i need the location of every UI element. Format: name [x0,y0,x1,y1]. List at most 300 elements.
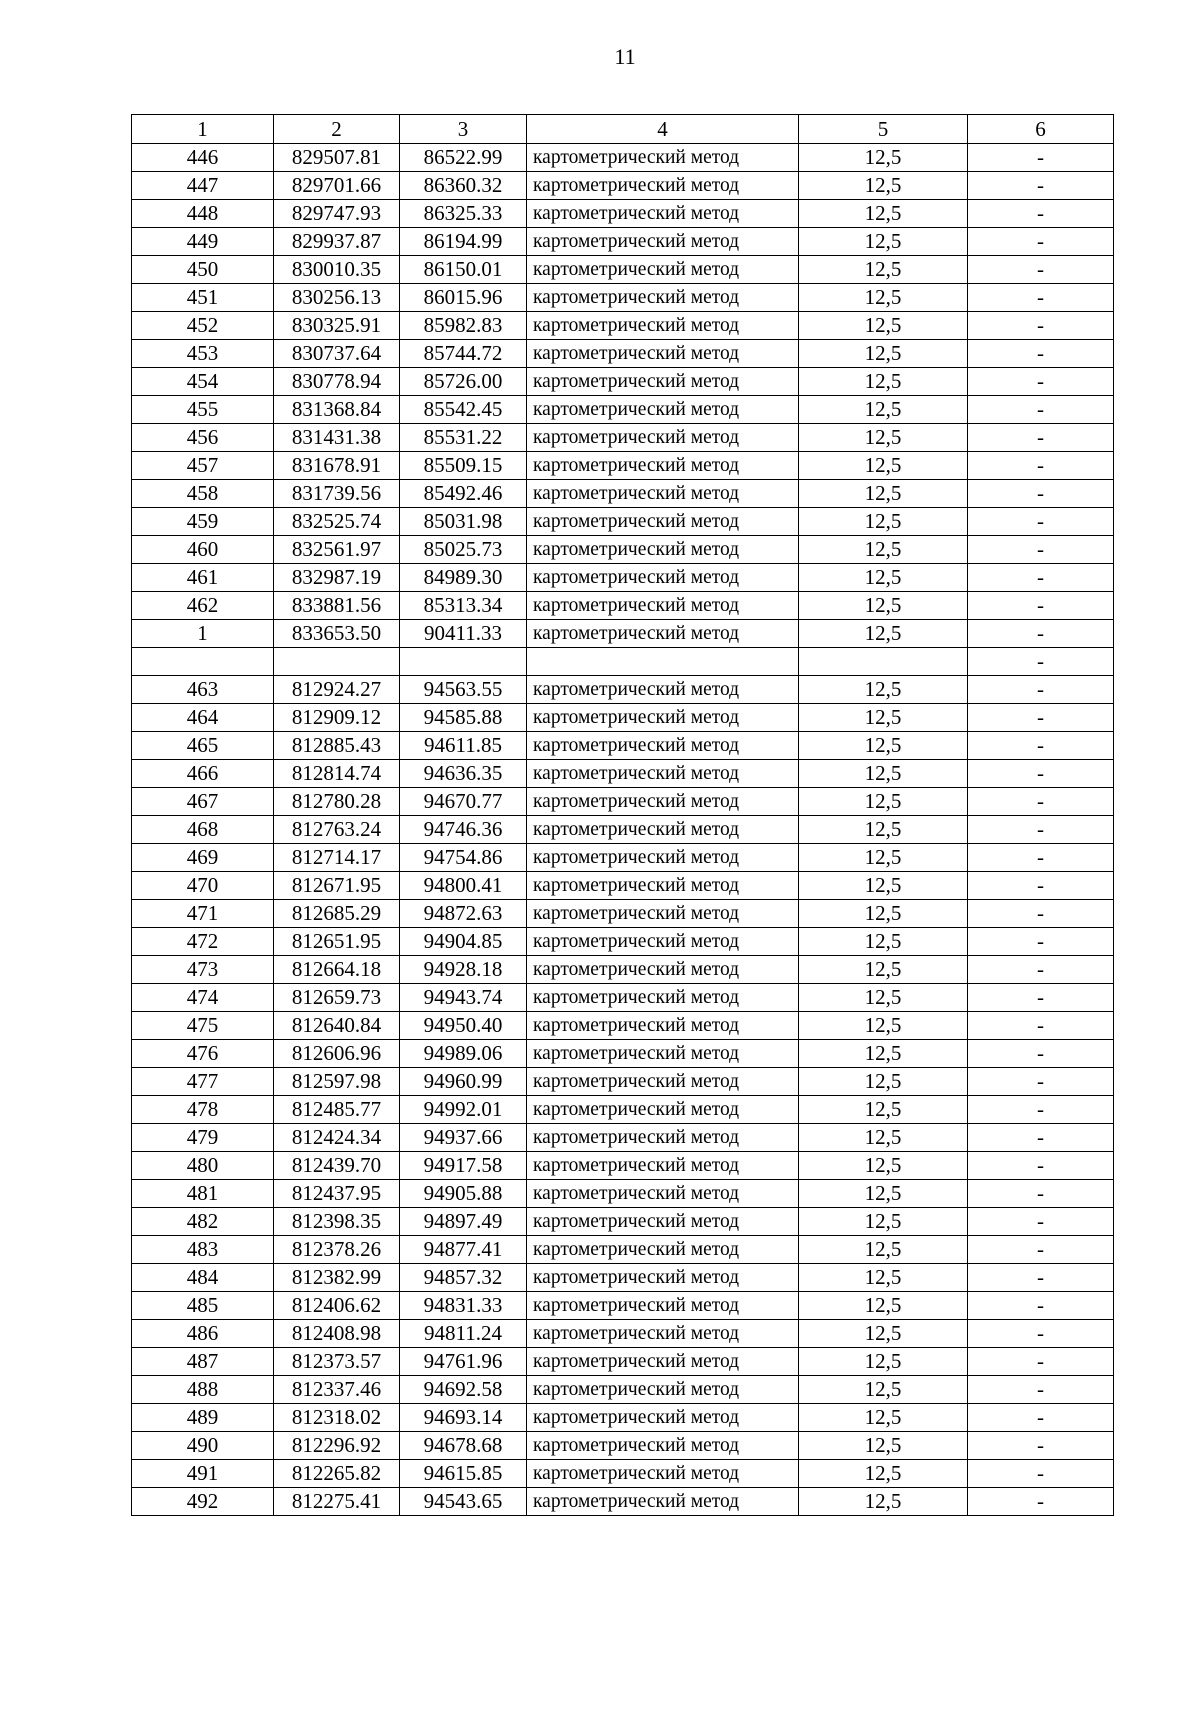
y-coordinate-cell: 85982.83 [400,312,527,340]
method-cell: картометрический метод [527,984,799,1012]
note-cell: - [968,1040,1114,1068]
x-coordinate-cell: 812924.27 [274,676,400,704]
y-coordinate-cell: 86522.99 [400,144,527,172]
point-number-cell: 455 [132,396,274,424]
y-coordinate-cell: 94678.68 [400,1432,527,1460]
x-coordinate-cell: 832987.19 [274,564,400,592]
table-row [132,760,1114,788]
accuracy-cell: 12,5 [799,1208,968,1236]
y-coordinate-cell: 94877.41 [400,1236,527,1264]
method-cell: картометрический метод [527,368,799,396]
method-cell: картометрический метод [527,396,799,424]
table-row [132,1376,1114,1404]
table-row [132,704,1114,732]
table-row [132,676,1114,704]
accuracy-cell: 12,5 [799,1152,968,1180]
accuracy-cell: 12,5 [799,956,968,984]
method-cell [527,648,799,676]
method-cell: картометрический метод [527,424,799,452]
accuracy-cell: 12,5 [799,732,968,760]
y-coordinate-cell: 85542.45 [400,396,527,424]
x-coordinate-cell: 812909.12 [274,704,400,732]
note-cell: - [968,1432,1114,1460]
method-cell: картометрический метод [527,508,799,536]
x-coordinate-cell: 812651.95 [274,928,400,956]
x-coordinate-cell: 812318.02 [274,1404,400,1432]
accuracy-cell: 12,5 [799,424,968,452]
point-number-cell: 458 [132,480,274,508]
note-cell: - [968,424,1114,452]
x-coordinate-cell: 833653.50 [274,620,400,648]
note-cell: - [968,452,1114,480]
y-coordinate-cell: 94692.58 [400,1376,527,1404]
table-row [132,1012,1114,1040]
x-coordinate-cell: 812640.84 [274,1012,400,1040]
method-cell: картометрический метод [527,1236,799,1264]
y-coordinate-cell: 94543.65 [400,1488,527,1516]
method-cell: картометрический метод [527,816,799,844]
y-coordinate-cell: 85313.34 [400,592,527,620]
accuracy-cell [799,648,968,676]
accuracy-cell: 12,5 [799,452,968,480]
table-row [132,396,1114,424]
y-coordinate-cell: 84989.30 [400,564,527,592]
table-row [132,1264,1114,1292]
x-coordinate-cell: 812296.92 [274,1432,400,1460]
note-cell: - [968,1320,1114,1348]
method-cell: картометрический метод [527,1376,799,1404]
table-row [132,200,1114,228]
note-cell: - [968,788,1114,816]
accuracy-cell: 12,5 [799,1432,968,1460]
x-coordinate-cell: 829937.87 [274,228,400,256]
point-number-cell: 476 [132,1040,274,1068]
method-cell: картометрический метод [527,1460,799,1488]
point-number-cell: 477 [132,1068,274,1096]
note-cell: - [968,256,1114,284]
table-row [132,1180,1114,1208]
x-coordinate-cell: 829507.81 [274,144,400,172]
table-row [132,900,1114,928]
header-cell: 2 [274,115,400,144]
accuracy-cell: 12,5 [799,200,968,228]
y-coordinate-cell: 94943.74 [400,984,527,1012]
method-cell: картометрический метод [527,592,799,620]
x-coordinate-cell: 833881.56 [274,592,400,620]
table-body [132,144,1114,1516]
point-number-cell: 451 [132,284,274,312]
table-row [132,368,1114,396]
note-cell: - [968,368,1114,396]
x-coordinate-cell: 830778.94 [274,368,400,396]
x-coordinate-cell: 812378.26 [274,1236,400,1264]
note-cell: - [968,648,1114,676]
point-number-cell: 468 [132,816,274,844]
y-coordinate-cell: 94917.58 [400,1152,527,1180]
x-coordinate-cell: 812398.35 [274,1208,400,1236]
point-number-cell: 469 [132,844,274,872]
point-number-cell: 492 [132,1488,274,1516]
method-cell: картометрический метод [527,620,799,648]
x-coordinate-cell: 830256.13 [274,284,400,312]
note-cell: - [968,340,1114,368]
x-coordinate-cell: 812437.95 [274,1180,400,1208]
table-row [132,1432,1114,1460]
y-coordinate-cell: 94928.18 [400,956,527,984]
header-cell: 5 [799,115,968,144]
table-row [132,732,1114,760]
x-coordinate-cell: 812714.17 [274,844,400,872]
x-coordinate-cell: 831368.84 [274,396,400,424]
y-coordinate-cell: 85025.73 [400,536,527,564]
table-row [132,1208,1114,1236]
note-cell: - [968,1348,1114,1376]
table-row [132,984,1114,1012]
method-cell: картометрический метод [527,480,799,508]
accuracy-cell: 12,5 [799,536,968,564]
point-number-cell: 489 [132,1404,274,1432]
x-coordinate-cell: 829701.66 [274,172,400,200]
accuracy-cell: 12,5 [799,340,968,368]
table-row [132,284,1114,312]
point-number-cell: 449 [132,228,274,256]
point-number-cell: 485 [132,1292,274,1320]
note-cell: - [968,396,1114,424]
point-number-cell: 457 [132,452,274,480]
table-row [132,172,1114,200]
accuracy-cell: 12,5 [799,256,968,284]
point-number-cell [132,648,274,676]
x-coordinate-cell: 832525.74 [274,508,400,536]
method-cell: картометрический метод [527,312,799,340]
accuracy-cell: 12,5 [799,1236,968,1264]
method-cell: картометрический метод [527,956,799,984]
header-cell: 4 [527,115,799,144]
x-coordinate-cell: 831431.38 [274,424,400,452]
method-cell: картометрический метод [527,200,799,228]
point-number-cell: 466 [132,760,274,788]
table-row [132,508,1114,536]
note-cell: - [968,1068,1114,1096]
table-row [132,228,1114,256]
accuracy-cell: 12,5 [799,396,968,424]
point-number-cell: 482 [132,1208,274,1236]
table-row [132,956,1114,984]
table-row [132,480,1114,508]
accuracy-cell: 12,5 [799,564,968,592]
x-coordinate-cell: 831678.91 [274,452,400,480]
table-row [132,1096,1114,1124]
point-number-cell: 472 [132,928,274,956]
point-number-cell: 478 [132,1096,274,1124]
table-row [132,1236,1114,1264]
y-coordinate-cell: 85492.46 [400,480,527,508]
y-coordinate-cell: 86360.32 [400,172,527,200]
method-cell: картометрический метод [527,1208,799,1236]
method-cell: картометрический метод [527,1320,799,1348]
method-cell: картометрический метод [527,1292,799,1320]
x-coordinate-cell: 831739.56 [274,480,400,508]
x-coordinate-cell: 812337.46 [274,1376,400,1404]
y-coordinate-cell: 94989.06 [400,1040,527,1068]
accuracy-cell: 12,5 [799,1040,968,1068]
note-cell: - [968,956,1114,984]
method-cell: картометрический метод [527,284,799,312]
table-row [132,1404,1114,1432]
method-cell: картометрический метод [527,536,799,564]
table-row [132,872,1114,900]
point-number-cell: 450 [132,256,274,284]
method-cell: картометрический метод [527,1488,799,1516]
y-coordinate-cell: 86325.33 [400,200,527,228]
note-cell: - [968,1096,1114,1124]
method-cell: картометрический метод [527,844,799,872]
note-cell: - [968,1152,1114,1180]
table-row [132,256,1114,284]
x-coordinate-cell: 812275.41 [274,1488,400,1516]
point-number-cell: 480 [132,1152,274,1180]
accuracy-cell: 12,5 [799,760,968,788]
method-cell: картометрический метод [527,228,799,256]
table-row [132,1152,1114,1180]
point-number-cell: 473 [132,956,274,984]
accuracy-cell: 12,5 [799,368,968,396]
note-cell: - [968,620,1114,648]
x-coordinate-cell: 812780.28 [274,788,400,816]
x-coordinate-cell: 812408.98 [274,1320,400,1348]
y-coordinate-cell: 85726.00 [400,368,527,396]
table-row [132,1320,1114,1348]
table-row [132,592,1114,620]
note-cell: - [968,536,1114,564]
accuracy-cell: 12,5 [799,592,968,620]
table-row [132,424,1114,452]
method-cell: картометрический метод [527,1180,799,1208]
point-number-cell: 486 [132,1320,274,1348]
y-coordinate-cell: 94897.49 [400,1208,527,1236]
point-number-cell: 462 [132,592,274,620]
accuracy-cell: 12,5 [799,704,968,732]
x-coordinate-cell: 812424.34 [274,1124,400,1152]
accuracy-cell: 12,5 [799,508,968,536]
x-coordinate-cell: 812406.62 [274,1292,400,1320]
table-row [132,788,1114,816]
table-row [132,620,1114,648]
accuracy-cell: 12,5 [799,1068,968,1096]
point-number-cell: 453 [132,340,274,368]
point-number-cell: 484 [132,1264,274,1292]
x-coordinate-cell: 812439.70 [274,1152,400,1180]
note-cell: - [968,312,1114,340]
table-row [132,816,1114,844]
x-coordinate-cell: 812814.74 [274,760,400,788]
accuracy-cell: 12,5 [799,172,968,200]
y-coordinate-cell: 94693.14 [400,1404,527,1432]
method-cell: картометрический метод [527,256,799,284]
y-coordinate-cell: 94937.66 [400,1124,527,1152]
y-coordinate-cell: 94904.85 [400,928,527,956]
x-coordinate-cell: 812659.73 [274,984,400,1012]
accuracy-cell: 12,5 [799,676,968,704]
page-number: 11 [614,44,636,69]
method-cell: картометрический метод [527,564,799,592]
accuracy-cell: 12,5 [799,1376,968,1404]
y-coordinate-cell: 94800.41 [400,872,527,900]
point-number-cell: 470 [132,872,274,900]
method-cell: картометрический метод [527,1012,799,1040]
note-cell: - [968,144,1114,172]
accuracy-cell: 12,5 [799,1124,968,1152]
y-coordinate-cell: 86015.96 [400,284,527,312]
y-coordinate-cell: 94563.55 [400,676,527,704]
table-row [132,1348,1114,1376]
method-cell: картометрический метод [527,760,799,788]
y-coordinate-cell: 94960.99 [400,1068,527,1096]
point-number-cell: 461 [132,564,274,592]
point-number-cell: 467 [132,788,274,816]
y-coordinate-cell: 86194.99 [400,228,527,256]
y-coordinate-cell: 94950.40 [400,1012,527,1040]
accuracy-cell: 12,5 [799,228,968,256]
note-cell: - [968,1012,1114,1040]
y-coordinate-cell: 90411.33 [400,620,527,648]
note-cell: - [968,928,1114,956]
method-cell: картометрический метод [527,1264,799,1292]
y-coordinate-cell: 85509.15 [400,452,527,480]
x-coordinate-cell: 812885.43 [274,732,400,760]
method-cell: картометрический метод [527,1432,799,1460]
accuracy-cell: 12,5 [799,900,968,928]
point-number-cell: 1 [132,620,274,648]
method-cell: картометрический метод [527,928,799,956]
point-number-cell: 447 [132,172,274,200]
header-cell: 3 [400,115,527,144]
point-number-cell: 456 [132,424,274,452]
note-cell: - [968,200,1114,228]
x-coordinate-cell: 812763.24 [274,816,400,844]
y-coordinate-cell: 94611.85 [400,732,527,760]
point-number-cell: 483 [132,1236,274,1264]
point-number-cell: 488 [132,1376,274,1404]
y-coordinate-cell: 94811.24 [400,1320,527,1348]
x-coordinate-cell: 812485.77 [274,1096,400,1124]
point-number-cell: 459 [132,508,274,536]
table-row [132,1460,1114,1488]
accuracy-cell: 12,5 [799,144,968,172]
method-cell: картометрический метод [527,704,799,732]
table-header-row [132,115,1114,144]
accuracy-cell: 12,5 [799,1180,968,1208]
note-cell: - [968,228,1114,256]
y-coordinate-cell: 94992.01 [400,1096,527,1124]
method-cell: картометрический метод [527,340,799,368]
table-row [132,312,1114,340]
note-cell: - [968,480,1114,508]
note-cell: - [968,704,1114,732]
method-cell: картометрический метод [527,788,799,816]
method-cell: картометрический метод [527,172,799,200]
x-coordinate-cell: 812671.95 [274,872,400,900]
y-coordinate-cell: 85031.98 [400,508,527,536]
x-coordinate-cell: 812597.98 [274,1068,400,1096]
accuracy-cell: 12,5 [799,1264,968,1292]
point-number-cell: 487 [132,1348,274,1376]
accuracy-cell: 12,5 [799,480,968,508]
note-cell: - [968,1460,1114,1488]
point-number-cell: 471 [132,900,274,928]
table-row [132,564,1114,592]
table-row [132,1292,1114,1320]
y-coordinate-cell: 85531.22 [400,424,527,452]
accuracy-cell: 12,5 [799,1348,968,1376]
y-coordinate-cell: 94746.36 [400,816,527,844]
x-coordinate-cell: 812664.18 [274,956,400,984]
coordinates-table [131,114,1114,1516]
method-cell: картометрический метод [527,732,799,760]
point-number-cell: 454 [132,368,274,396]
table-row [132,536,1114,564]
x-coordinate-cell: 829747.93 [274,200,400,228]
table-row [132,1124,1114,1152]
accuracy-cell: 12,5 [799,1096,968,1124]
x-coordinate-cell: 812382.99 [274,1264,400,1292]
point-number-cell: 479 [132,1124,274,1152]
point-number-cell: 481 [132,1180,274,1208]
note-cell: - [968,676,1114,704]
point-number-cell: 448 [132,200,274,228]
method-cell: картометрический метод [527,452,799,480]
table-row [132,844,1114,872]
accuracy-cell: 12,5 [799,788,968,816]
table-row [132,452,1114,480]
note-cell: - [968,1208,1114,1236]
header-cell: 1 [132,115,274,144]
method-cell: картометрический метод [527,1152,799,1180]
note-cell: - [968,844,1114,872]
point-number-cell: 460 [132,536,274,564]
accuracy-cell: 12,5 [799,284,968,312]
note-cell: - [968,1236,1114,1264]
accuracy-cell: 12,5 [799,1012,968,1040]
point-number-cell: 446 [132,144,274,172]
accuracy-cell: 12,5 [799,1460,968,1488]
y-coordinate-cell: 94636.35 [400,760,527,788]
point-number-cell: 474 [132,984,274,1012]
x-coordinate-cell: 830325.91 [274,312,400,340]
accuracy-cell: 12,5 [799,620,968,648]
table-row [132,1068,1114,1096]
y-coordinate-cell: 94831.33 [400,1292,527,1320]
method-cell: картометрический метод [527,872,799,900]
note-cell: - [968,760,1114,788]
x-coordinate-cell: 812265.82 [274,1460,400,1488]
accuracy-cell: 12,5 [799,816,968,844]
y-coordinate-cell: 85744.72 [400,340,527,368]
accuracy-cell: 12,5 [799,1488,968,1516]
accuracy-cell: 12,5 [799,844,968,872]
accuracy-cell: 12,5 [799,984,968,1012]
note-cell: - [968,1180,1114,1208]
method-cell: картометрический метод [527,144,799,172]
x-coordinate-cell [274,648,400,676]
point-number-cell: 475 [132,1012,274,1040]
table-row [132,648,1114,676]
note-cell: - [968,872,1114,900]
x-coordinate-cell: 812685.29 [274,900,400,928]
note-cell: - [968,900,1114,928]
accuracy-cell: 12,5 [799,1320,968,1348]
table-row [132,928,1114,956]
